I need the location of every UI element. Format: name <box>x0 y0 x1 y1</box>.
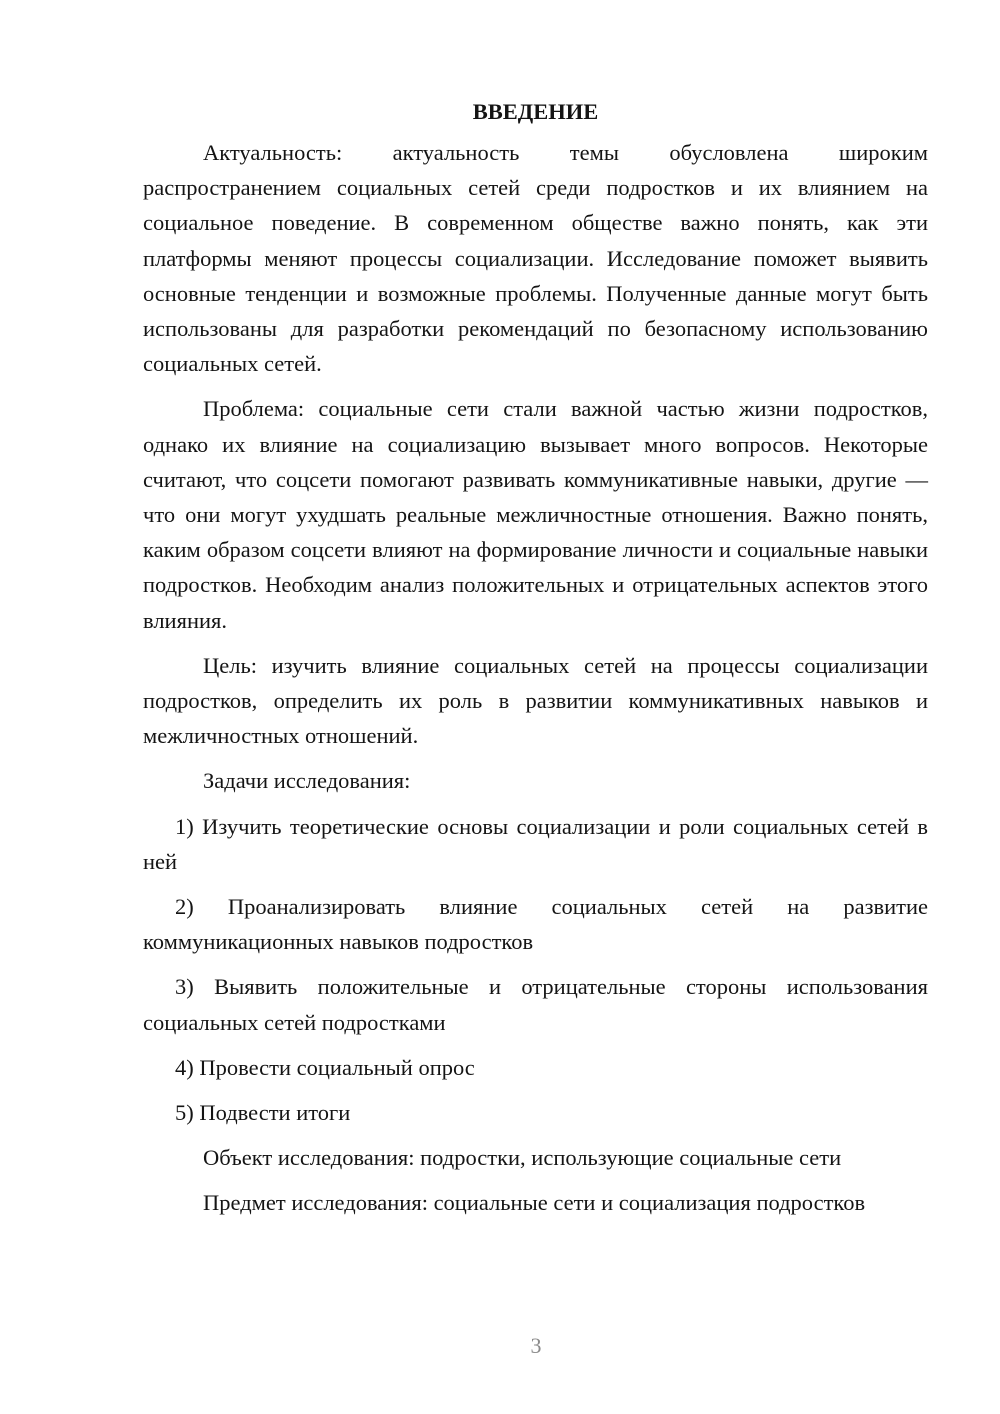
page-title: ВВЕДЕНИЕ <box>472 99 599 124</box>
task-item: 3) Выявить положительные и отрицательные стороны использования социальных сетей подростками <box>143 974 928 1035</box>
paragraph-problem: Проблема: социальные сети стали важной частью жизни подростков, однако их влияние на социализацию вызывает много вопросов. Некоторые считают, что соцсети помогают развивать коммуникативные навыки, другие — что они могут ухудшать реальные межличностные отношения. Важно понять, каким образом соцсети влияют на формирование личности и социальные навыки подростков. Необходим анализ положительных и отрицательных аспектов этого влияния. <box>143 396 928 633</box>
task-item: 5) Подвести итоги <box>175 1100 351 1126</box>
task-item: 1) Изучить теоретические основы социализации и роли социальных сетей в ней <box>143 813 928 874</box>
page-number: 3 <box>530 1333 542 1358</box>
document-page <box>143 96 928 1231</box>
paragraph-subject: Предмет исследования: социальные сети и социализация подростков <box>203 1190 866 1216</box>
paragraph-object: Объект исследования: подростки, использующие социальные сети <box>203 1145 842 1171</box>
tasks-heading: Задачи исследования: <box>203 768 411 794</box>
tasks-list <box>143 809 928 1131</box>
task-item: 4) Провести социальный опрос <box>175 1054 475 1080</box>
task-item: 2) Проанализировать влияние социальных сетей на развитие коммуникационных навыков подростков <box>143 894 928 955</box>
paragraph-goal: Цель: изучить влияние социальных сетей на процессы социализации подростков, определить их роль в развитии коммуникативных навыков и межличностных отношений. <box>143 652 928 749</box>
paragraph-relevance: Актуальность: актуальность темы обусловлена широким распространением социальных сетей среди подростков и их влиянием на социальное поведение. В современном обществе важно понять, как эти платформы меняют процессы социализации. Исследование поможет выявить основные тенденции и возможные проблемы. Полученные данные могут быть использованы для разработки рекомендаций по безопасному использованию социальных сетей. <box>143 140 928 377</box>
